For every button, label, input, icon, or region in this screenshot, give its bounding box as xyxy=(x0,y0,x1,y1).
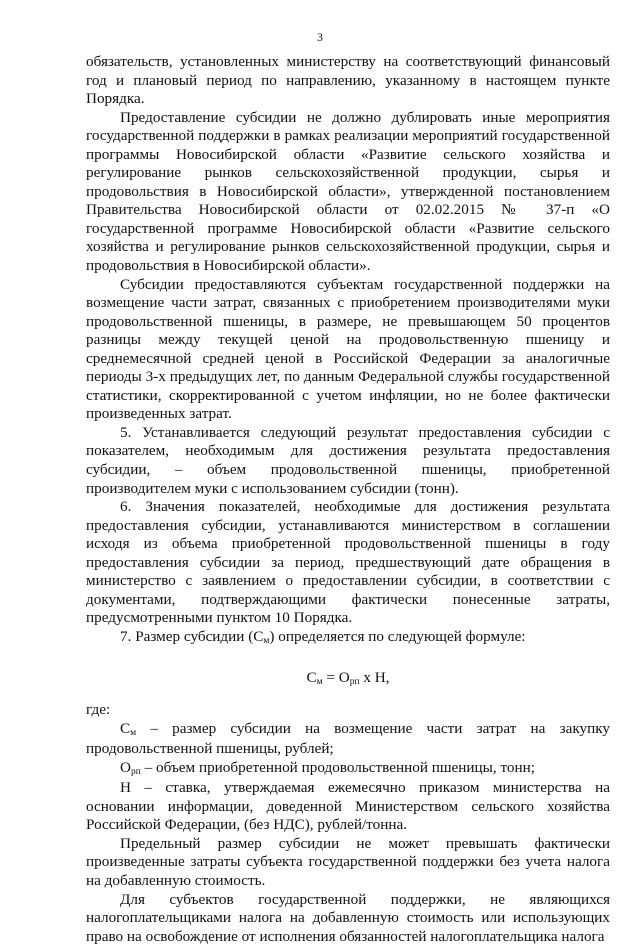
where-label: где: xyxy=(86,701,111,719)
paragraph-subsidy-purpose: Субсидии предоставляются субъектам государственной поддержки на возмещение части затрат, связанных с приобретением производителями муки продовольственной пшеницы, в размере, не превышающем 50 процентов разницы между текущей ценой на продовольственную пшеницу и среднемесячной средней ценой в Российской Федерации за аналогичные периоды 3-х предыдущих лет, по данным Федеральной службы государственной статистики, скорректированной с учетом инфляции, но не более фактически произведенных затрат. xyxy=(86,275,610,423)
paragraph-no-duplication: Предоставление субсидии не должно дублировать иные мероприятия государственной поддержки в рамках реализации мероприятий государственной программы Новосибирской области «Развитие сельского хозяйства и регулирование рынков сельскохозяйственной продукции, сырья и продовольствия в Новосибирской области», утвержденной постановлением Правительства Новосибирской области от 02.02.2015 № 37-п «О государственной программе Новосибирской области «Развитие сельского хозяйства и регулирование рынков сельскохозяйственной продукции, сырья и продовольствия в Новосибирской области». xyxy=(86,108,610,275)
paragraph-item-5: 5. Устанавливается следующий результат предоставления субсидии с показателем, необходимым для достижения результата предоставления субсидии, – объем продовольственной пшеницы, приобретенной производителем муки с использованием субсидии (тонн). xyxy=(86,423,610,497)
item-7-text: 7. Размер субсидии (С xyxy=(120,627,264,645)
paragraph-continuation: обязательств, установленных министерству на соответствующий финансовый год и плановый период по направлению, указанному в настоящем пункте Порядка. xyxy=(86,53,610,108)
spacer xyxy=(86,689,610,701)
definition-orp xyxy=(86,759,610,780)
paragraph-vat-exempt: Для субъектов государственной поддержки, не являющихся налогоплательщиками налога на добавленную стоимость или использующих право на освобождение от исполнения обязанностей налогоплательщика налога xyxy=(86,890,610,945)
definition-orp-subscript: рп xyxy=(130,766,141,777)
definition-cm-symbol: С xyxy=(120,719,131,737)
definition-h: Н – ставка, утверждаемая ежемесячно приказом министерства на основании информации, доведенной Министерством сельского хозяйства Российской Федерации, (без НДС), рублей/тонна. xyxy=(86,779,610,834)
formula-c: С xyxy=(306,668,317,686)
item-7-subscript: м xyxy=(263,635,270,646)
page-number: 3 xyxy=(317,32,323,44)
document-body xyxy=(86,53,610,946)
definition-cm-text: – размер субсидии на возмещение части затрат на закупку продовольственной пшеницы, рублей; xyxy=(86,719,610,758)
subsidy-formula xyxy=(86,669,610,690)
item-7-text-end: ) определяется по следующей формуле: xyxy=(269,627,526,645)
definition-cm-subscript: м xyxy=(130,727,137,738)
paragraph-item-6: 6. Значения показателей, необходимые для достижения результата предоставления субсидии, устанавливаются министерством в соглашении исходя из объема приобретенной продовольственной пшеницы в году предоставления субсидии за период, предшествующий дате обращения в министерство с заявлением о предоставлении субсидии, в соответствии с документами, подтверждающими фактически понесенные затраты, предусмотренными пунктом 10 Порядка. xyxy=(86,498,610,627)
formula-rest: х Н, xyxy=(359,668,390,686)
paragraph-limit: Предельный размер субсидии не может превышать фактически произведенные затраты субъекта государственной поддержки без учета налога на добавленную стоимость. xyxy=(86,834,610,889)
definition-cm xyxy=(86,720,610,759)
definition-orp-symbol: О xyxy=(120,758,131,776)
formula-c-subscript: м xyxy=(316,676,323,687)
formula-eq: = О xyxy=(322,668,350,686)
paragraph-item-7 xyxy=(86,628,610,649)
definition-orp-text: – объем приобретенной продовольственной пшеницы, тонн; xyxy=(140,758,535,776)
formula-o-subscript: рп xyxy=(349,676,360,687)
spacer xyxy=(86,649,610,669)
